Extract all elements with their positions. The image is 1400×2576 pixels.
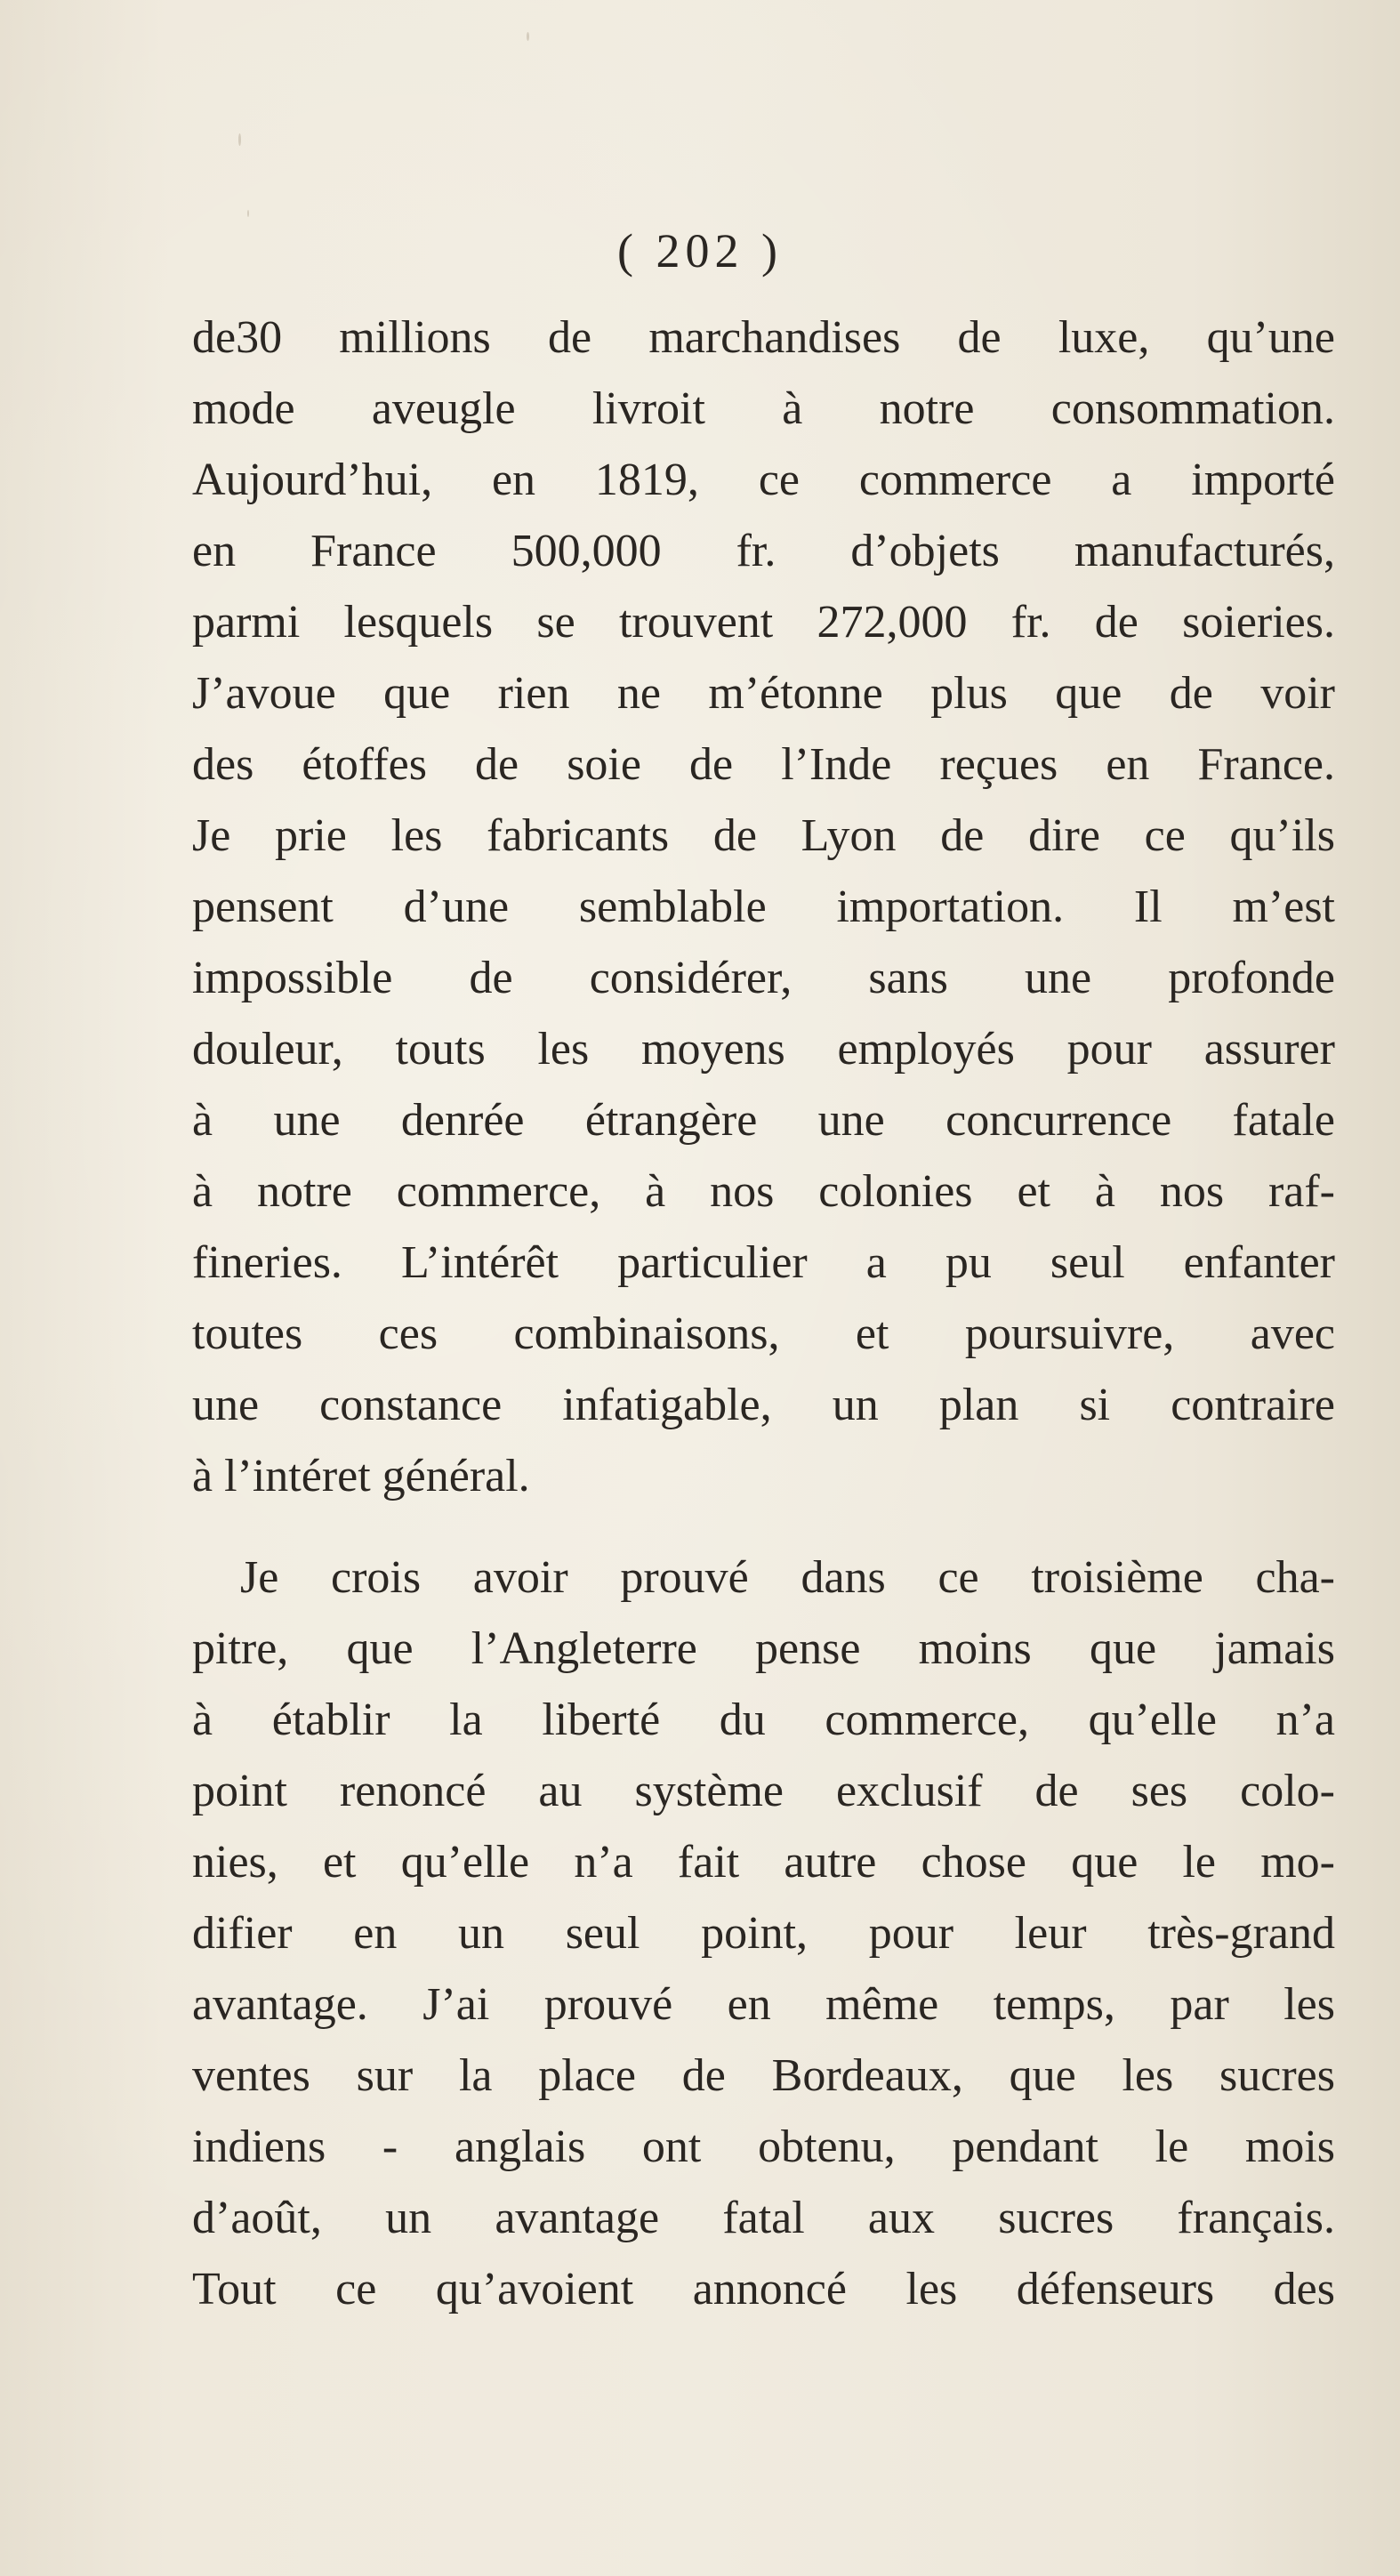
text-line: Je crois avoir prouvé dans ce troisième cha- [240, 1552, 1335, 1603]
text-line: mode aveugle livroit à notre consommation. [192, 383, 1335, 434]
text-line: pensent d’une semblable importation. Il m’est [192, 881, 1335, 932]
paper-speck [527, 32, 529, 41]
text-line: nies, et qu’elle n’a fait autre chose que le mo- [192, 1837, 1335, 1888]
text-line: à une denrée étrangère une concurrence fatale [192, 1095, 1335, 1146]
text-line: une constance infatigable, un plan si contraire [192, 1380, 1335, 1430]
text-line: Aujourd’hui, en 1819, ce commerce a importé [192, 455, 1335, 505]
text-line: J’avoue que rien ne m’étonne plus que de voir [192, 668, 1335, 719]
page-number: ( 202 ) [617, 224, 783, 278]
text-line: difier en un seul point, pour leur très-grand [192, 1908, 1335, 1959]
text-line: ventes sur la place de Bordeaux, que les sucres [192, 2050, 1335, 2101]
paragraph-gap [192, 1512, 1335, 1542]
text-line: pitre, que l’Angleterre pense moins que jamais [192, 1623, 1335, 1674]
text-line: avantage. J’ai prouvé en même temps, par les [192, 1979, 1335, 2030]
text-line: à établir la liberté du commerce, qu’elle n’a [192, 1695, 1335, 1745]
paper-speck [247, 210, 249, 217]
text-line: douleur, touts les moyens employés pour assurer [192, 1024, 1335, 1075]
text-line: d’août, un avantage fatal aux sucres français. [192, 2193, 1335, 2243]
text-line: impossible de considérer, sans une profonde [192, 953, 1335, 1003]
text-line: parmi lesquels se trouvent 272,000 fr. de soieries. [192, 597, 1335, 648]
text-line: en France 500,000 fr. d’objets manufacturés, [192, 526, 1335, 576]
text-line: indiens - anglais ont obtenu, pendant le mois [192, 2121, 1335, 2172]
paper-speck [238, 133, 241, 146]
paragraph [192, 1542, 1335, 2325]
text-line: Tout ce qu’avoient annoncé les défenseurs des [192, 2264, 1335, 2314]
text-line: des étoffes de soie de l’Inde reçues en France. [192, 739, 1335, 790]
text-line: à notre commerce, à nos colonies et à nos raf- [192, 1166, 1335, 1217]
paragraph [192, 302, 1335, 1512]
text-line: à l’intéret général. [192, 1451, 530, 1501]
text-line: fineries. L’intérêt particulier a pu seul enfanter [192, 1237, 1335, 1288]
text-line: point renoncé au système exclusif de ses colo- [192, 1766, 1335, 1816]
text-line: de30 millions de marchandises de luxe, qu’une [192, 312, 1335, 363]
text-line: Je prie les fabricants de Lyon de dire ce qu’ils [192, 810, 1335, 861]
body-text [192, 302, 1335, 2325]
text-line: toutes ces combinaisons, et poursuivre, avec [192, 1308, 1335, 1359]
